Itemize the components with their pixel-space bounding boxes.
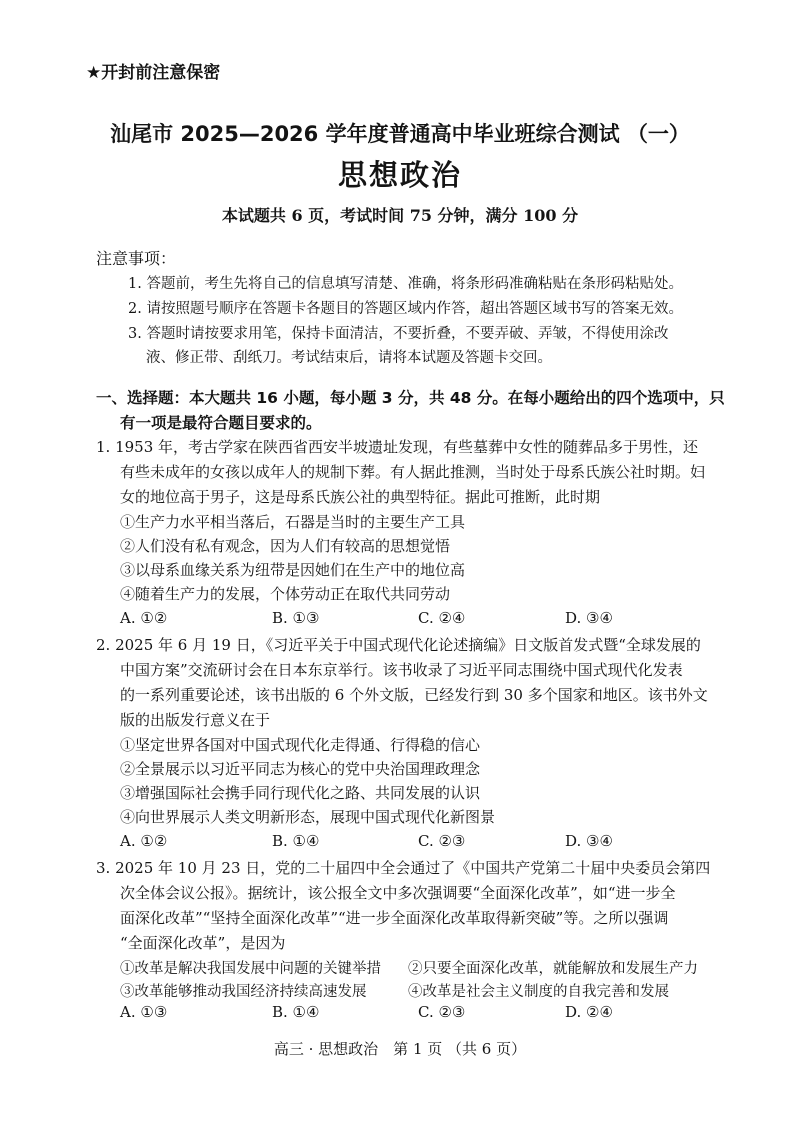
question-2-stem: 2. 2025 年 6 月 19 日，《习近平关于中国式现代化论述摘编》日文版首发式暨“全球发展的 bbox=[96, 636, 701, 654]
question-1-choice-c: C. ②④ bbox=[418, 609, 466, 627]
question-2-choice-d: D. ③④ bbox=[565, 832, 613, 850]
question-3-stem: “全面深化改革”，是因为 bbox=[120, 934, 286, 952]
question-2-stem: 的一系列重要论述，该书出版的 6 个外文版，已经发行到 30 多个国家和地区。该书外文 bbox=[120, 686, 708, 704]
question-3-statement: ③改革能够推动我国经济持续高速发展 bbox=[120, 984, 367, 1000]
section-heading: 一、选择题：本大题共 16 小题，每小题 3 分，共 48 分。在每小题给出的四个选项中，只 bbox=[96, 389, 725, 407]
question-3-stem: 面深化改革”“坚持全面深化改革”“进一步全面深化改革取得新突破”等。之所以强调 bbox=[120, 909, 669, 927]
question-1-choice-d: D. ③④ bbox=[565, 609, 613, 627]
question-2-choice-a: A. ①② bbox=[120, 832, 168, 850]
question-3-stem: 3. 2025 年 10 月 23 日，党的二十届四中全会通过了《中国共产党第二十届中央委员会第四 bbox=[96, 859, 711, 877]
exam-info: 本试题共 6 页，考试时间 75 分钟，满分 100 分 bbox=[221, 206, 579, 225]
question-3-choice-c: C. ②③ bbox=[418, 1003, 466, 1021]
question-2-stem: 中国方案”交流研讨会在日本东京举行。该书收录了习近平同志围绕中国式现代化发表 bbox=[120, 661, 683, 679]
question-2-statement: ④向世界展示人类文明新形态，展现中国式现代化新图景 bbox=[120, 808, 496, 826]
question-2-stem: 版的出版发行意义在于 bbox=[120, 711, 271, 729]
exam-title: 汕尾市 2025—2026 学年度普通高中毕业班综合测试 （一） bbox=[110, 122, 690, 146]
question-2-statement: ②全景展示以习近平同志为核心的党中央治国理政理念 bbox=[120, 760, 481, 778]
question-3-choice-b: B. ①④ bbox=[272, 1003, 320, 1021]
question-1-statement: ②人们没有私有观念，因为人们有较高的思想觉悟 bbox=[120, 537, 451, 555]
question-3-choice-d: D. ②④ bbox=[565, 1003, 613, 1021]
question-1-choice-b: B. ①③ bbox=[272, 609, 320, 627]
notice-item-continued: 液、修正带、刮纸刀。考试结束后，请将本试题及答题卡交回。 bbox=[146, 350, 552, 366]
notice-heading: 注意事项： bbox=[96, 249, 177, 268]
question-3-choice-a: A. ①③ bbox=[120, 1003, 168, 1021]
question-2-choice-b: B. ①④ bbox=[272, 832, 320, 850]
question-3-statement: ②只要全面深化改革，就能解放和发展生产力 bbox=[408, 961, 698, 977]
question-1-statement: ③以母系血缘关系为纽带是因她们在生产中的地位高 bbox=[120, 561, 466, 579]
question-1-statement: ④随着生产力的发展，个体劳动正在取代共同劳动 bbox=[120, 585, 451, 603]
notice-item: 3. 答题时请按要求用笔，保持卡面清洁，不要折叠，不要弄破、弄皱，不得使用涂改 bbox=[128, 326, 669, 342]
notice-item: 2. 请按照题号顺序在答题卡各题目的答题区域内作答，超出答题区域书写的答案无效。 bbox=[128, 301, 683, 317]
question-1-statement: ①生产力水平相当落后，石器是当时的主要生产工具 bbox=[120, 513, 466, 531]
question-3-statement: ①改革是解决我国发展中问题的关键举措 bbox=[120, 961, 381, 977]
question-2-statement: ①坚定世界各国对中国式现代化走得通、行得稳的信心 bbox=[120, 736, 481, 754]
section-heading-continued: 有一项是最符合题目要求的。 bbox=[120, 414, 322, 432]
question-1-choice-a: A. ①② bbox=[120, 609, 168, 627]
question-1-stem: 有些未成年的女孩以成年人的规制下葬。有人据此推测，当时处于母系氏族公社时期。妇 bbox=[120, 463, 706, 481]
question-1-stem: 1. 1953 年，考古学家在陕西省西安半坡遗址发现，有些墓葬中女性的随葬品多于男性，还 bbox=[96, 438, 699, 456]
question-2-statement: ③增强国际社会携手同行现代化之路、共同发展的认识 bbox=[120, 784, 481, 802]
question-3-stem: 次全体会议公报》。据统计，该公报全文中多次强调要“全面深化改革”，如“进一步全 bbox=[120, 884, 676, 902]
question-3-statement: ④改革是社会主义制度的自我完善和发展 bbox=[408, 984, 669, 1000]
question-1-stem: 女的地位高于男子，这是母系氏族公社的典型特征。据此可推断，此时期 bbox=[120, 488, 601, 506]
question-2-choice-c: C. ②③ bbox=[418, 832, 466, 850]
seal-notice: ★开封前注意保密 bbox=[86, 63, 221, 83]
page-footer: 高三 · 思想政治 第 1 页 （共 6 页） bbox=[273, 1040, 527, 1058]
subject-title: 思想政治 bbox=[337, 158, 462, 192]
notice-item: 1. 答题前，考生先将自己的信息填写清楚、准确，将条形码准确粘贴在条形码粘贴处。 bbox=[128, 276, 683, 292]
